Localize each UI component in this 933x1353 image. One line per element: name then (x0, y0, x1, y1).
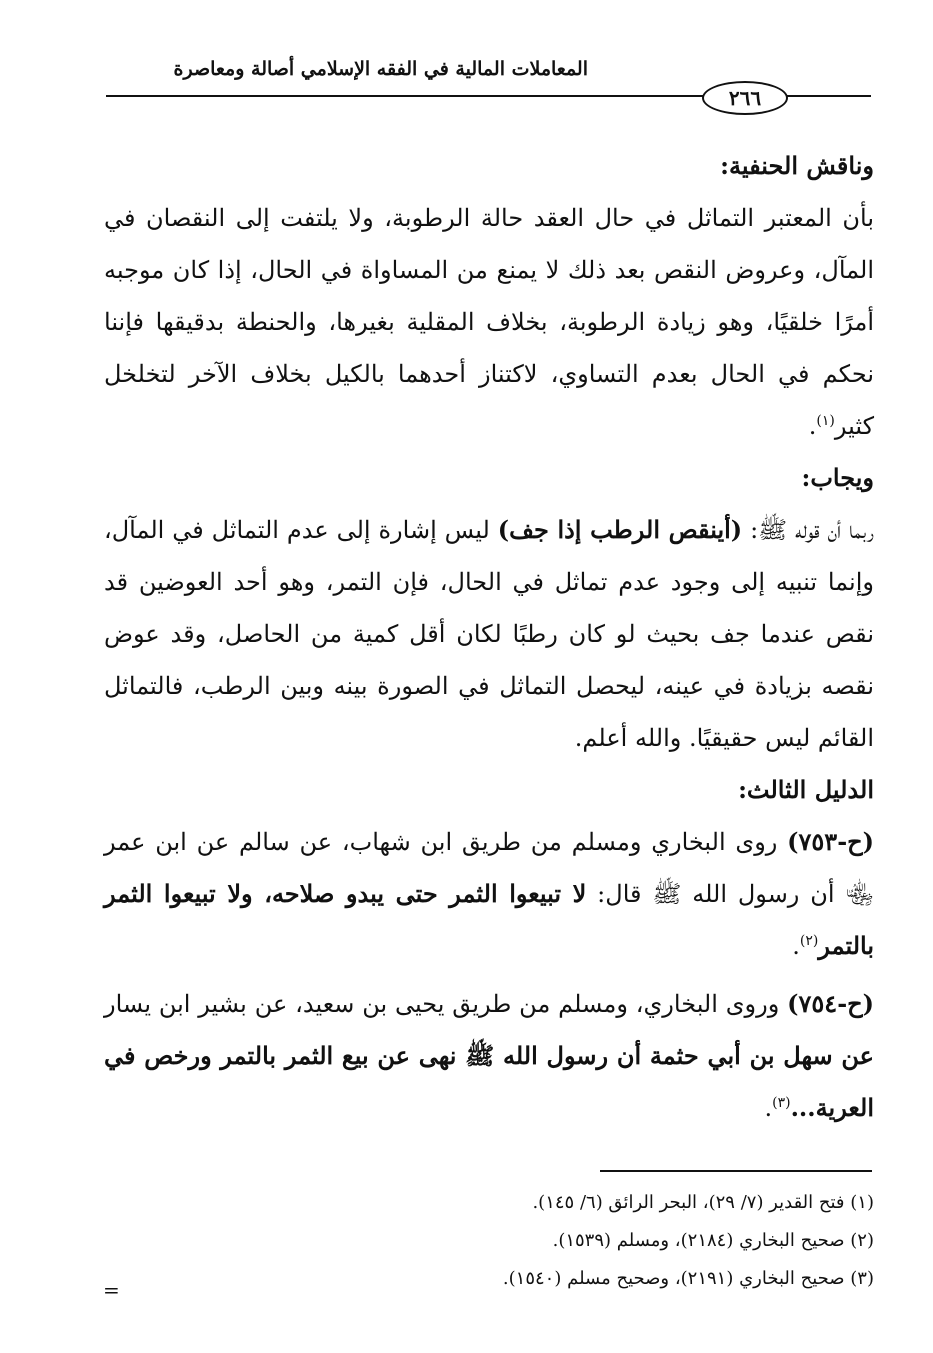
paragraph-text: وروى البخاري، ومسلم من طريق يحيى بن سعيد، عن بشير ابن يسار (104, 990, 788, 1018)
hadith-quote: (أينقص الرطب إذا جف) (497, 515, 743, 544)
paragraph-text: ربما أن قوله ﷺ: (742, 516, 874, 544)
heading-response: ويجاب: (801, 463, 874, 492)
continuation-mark: = (103, 1278, 120, 1302)
footnote-1: (١) فتح القدير (٧/ ٢٩)، البحر الرائق (٦/ ١٤٥). (532, 1192, 874, 1213)
hadith-number: (ح-٧٥٣) (787, 827, 874, 856)
hadith-quote: عن سهل بن أبي حثمة أن رسول الله ﷺ نهى عن بيع الثمر بالتمر ورخص في العرية... (104, 1041, 874, 1122)
paragraph-response (104, 504, 874, 764)
paragraph-text: روى البخاري ومسلم من طريق ابن شهاب، عن سالم عن ابن عمر ﵄ أن رسول الله ﷺ قال: (104, 828, 874, 908)
page-number: ٢٦٦ (702, 81, 788, 115)
hadith-quote: لا تبيعوا الثمر حتى يبدو صلاحه، ولا تبيعوا الثمر بالتمر (104, 879, 874, 960)
running-title: المعاملات المالية في الفقه الإسلامي أصالة ومعاصرة (173, 58, 588, 80)
footnotes (104, 1184, 874, 1298)
paragraph-end: . (808, 412, 817, 440)
body-text (104, 140, 874, 1134)
hadith-number: (ح-٧٥٤) (787, 989, 874, 1018)
footnote-ref-2: (٢) (799, 933, 819, 949)
footnote-2: (٢) صحيح البخاري (٢١٨٤)، ومسلم (١٥٣٩). (552, 1230, 874, 1251)
paragraph-end: . (764, 1094, 773, 1122)
paragraph-text: بأن المعتبر التماثل في حال العقد حالة الرطوبة، ولا يلتفت إلى النقصان في المآل، وعروض النقص بعد ذلك لا يمنع من المساواة في الحال، إذا كان موجبه أمرًا خلقيًا، وهو زيادة الرطوبة، بخلاف المقلية بغيرها، والحنطة بدقيقها فإننا نحكم في الحال بعدم التساوي، لاكتناز أحدهما بالكيل بخلاف الآخر لتخلخل كثير (104, 204, 874, 440)
paragraph-hadith-754 (104, 978, 874, 1134)
footnote-ref-3: (٣) (772, 1095, 791, 1111)
paragraph-hadith-753 (104, 816, 874, 972)
heading-hanafi-discussion: وناقش الحنفية: (720, 151, 874, 180)
paragraph-hanafi-argument (104, 192, 874, 452)
paragraph-end: . (792, 932, 800, 960)
footnote-rule (600, 1170, 872, 1172)
paragraph-text: ليس إشارة إلى عدم التماثل في المآل، وإنما تنبيه إلى وجود عدم تماثل في الحال، فإن التمر، وهو أحد العوضين قد نقص عندما جف بحيث لو كان رطبًا لكان أقل كمية من الحاصل، وقد عوض نقصه بزيادة في عينه، ليحصل التماثل في الصورة بينه وبين الرطب، فالتماثل القائم ليس حقيقيًا. والله أعلم. (104, 516, 874, 752)
heading-third-evidence: الدليل الثالث: (738, 775, 874, 804)
footnote-ref-1: (١) (816, 413, 835, 429)
footnote-3: (٣) صحيح البخاري (٢١٩١)، وصحيح مسلم (١٥٤٠). (502, 1268, 874, 1289)
